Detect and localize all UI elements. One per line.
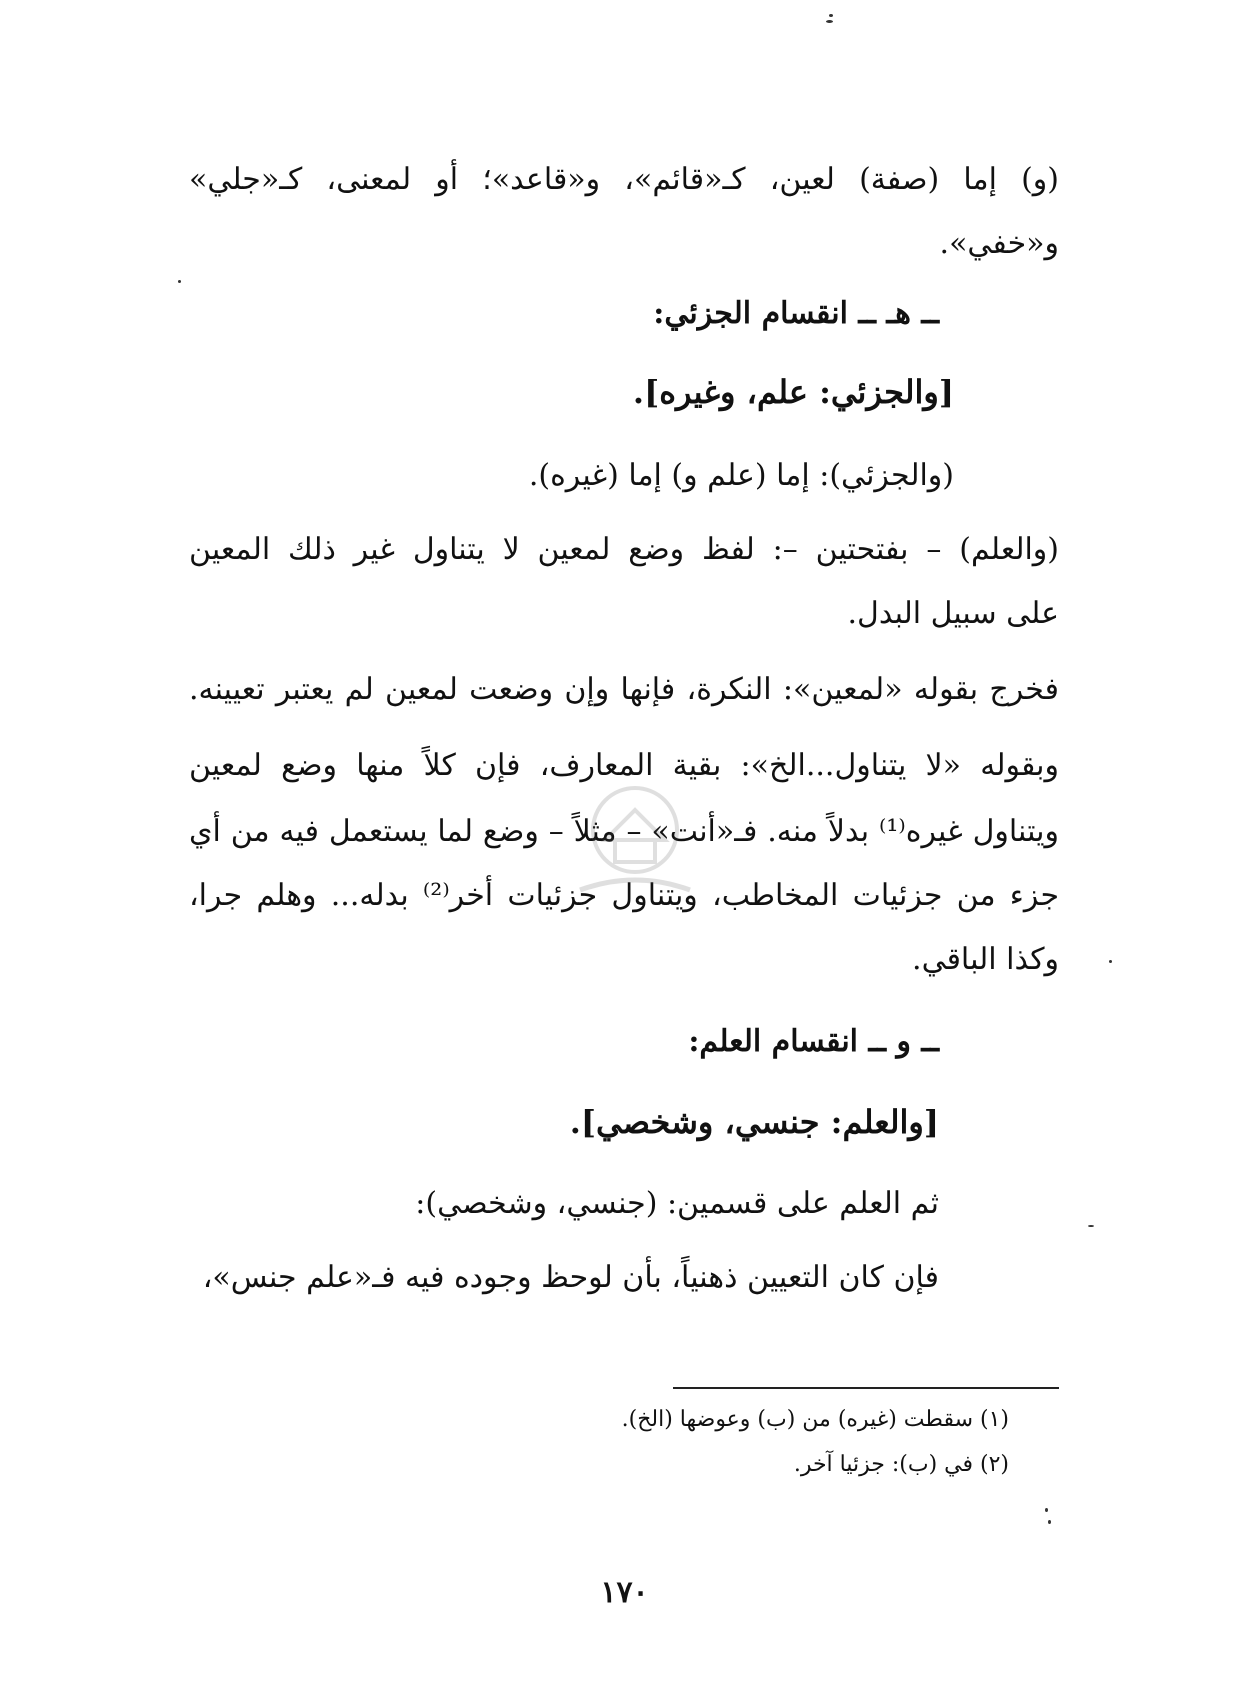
footnote-separator bbox=[673, 1387, 1059, 1389]
sharh-line-alam: ثم العلم على قسمين: (جنسي، وشخصي): bbox=[415, 1186, 939, 1221]
scan-speck bbox=[178, 280, 181, 283]
paragraph-line-1: (و) إما (صفة) لعين، كـ«قائم»، و«قاعد»؛ أو لمعنى، كـ«جلي» bbox=[189, 162, 1059, 197]
paragraph-line-fain: فإن كان التعيين ذهنياً، بأن لوحظ وجوده فيه فـ«علم جنس»، bbox=[202, 1260, 939, 1295]
paragraph-line-kharaja: فخرج بقوله «لمعين»: النكرة، فإنها وإن وضعت لمعين لم يعتبر تعيينه. bbox=[189, 672, 1059, 707]
paragraph-line-biqawlih-1: وبقوله «لا يتناول...الخ»: بقية المعارف، فإن كلاً منها وضع لمعين bbox=[189, 748, 1059, 783]
scan-speck bbox=[829, 14, 833, 17]
scan-speck bbox=[1109, 960, 1112, 963]
paragraph-line-biqawlih-2: ويتناول غيره⁽¹⁾ بدلاً منه. فـ«أنت» – مثلاً – وضع لما يستعمل فيه من أي bbox=[189, 814, 1059, 849]
scan-speck bbox=[1048, 1520, 1051, 1524]
sharh-line-juzi: (والجزئي): إما (علم و) إما (غيره). bbox=[528, 458, 954, 493]
paragraph-line-alam-2: على سبيل البدل. bbox=[847, 596, 1059, 631]
footnote-1: (١) سقطت (غيره) من (ب) وعوضها (الخ). bbox=[621, 1407, 1009, 1432]
matn-text-alam: [والعلم: جنسي، وشخصي]. bbox=[569, 1103, 939, 1141]
section-heading-w: ــ و ــ انقسام العلم: bbox=[688, 1024, 939, 1059]
scan-speck bbox=[1045, 1508, 1048, 1512]
paragraph-line-alam-1: (والعلم) – بفتحتين –: لفظ وضع لمعين لا يتناول غير ذلك المعين bbox=[189, 532, 1059, 567]
paragraph-line-biqawlih-3: جزء من جزئيات المخاطب، ويتناول جزئيات أخر⁽²⁾ بدله... وهلم جرا، bbox=[189, 878, 1059, 913]
matn-text-juzi: [والجزئي: علم، وغيره]. bbox=[632, 373, 954, 411]
page-number: ١٧٠ bbox=[600, 1575, 649, 1610]
paragraph-line-biqawlih-4: وكذا الباقي. bbox=[912, 942, 1059, 977]
section-heading-h: ــ هـ ــ انقسام الجزئي: bbox=[653, 296, 939, 331]
library-seal-watermark bbox=[560, 770, 710, 920]
paragraph-line-2: و«خفي». bbox=[939, 226, 1059, 261]
scan-speck bbox=[1088, 1225, 1094, 1227]
footnote-2: (٢) في (ب): جزئيا آخر. bbox=[793, 1452, 1009, 1477]
scan-speck bbox=[826, 20, 833, 23]
